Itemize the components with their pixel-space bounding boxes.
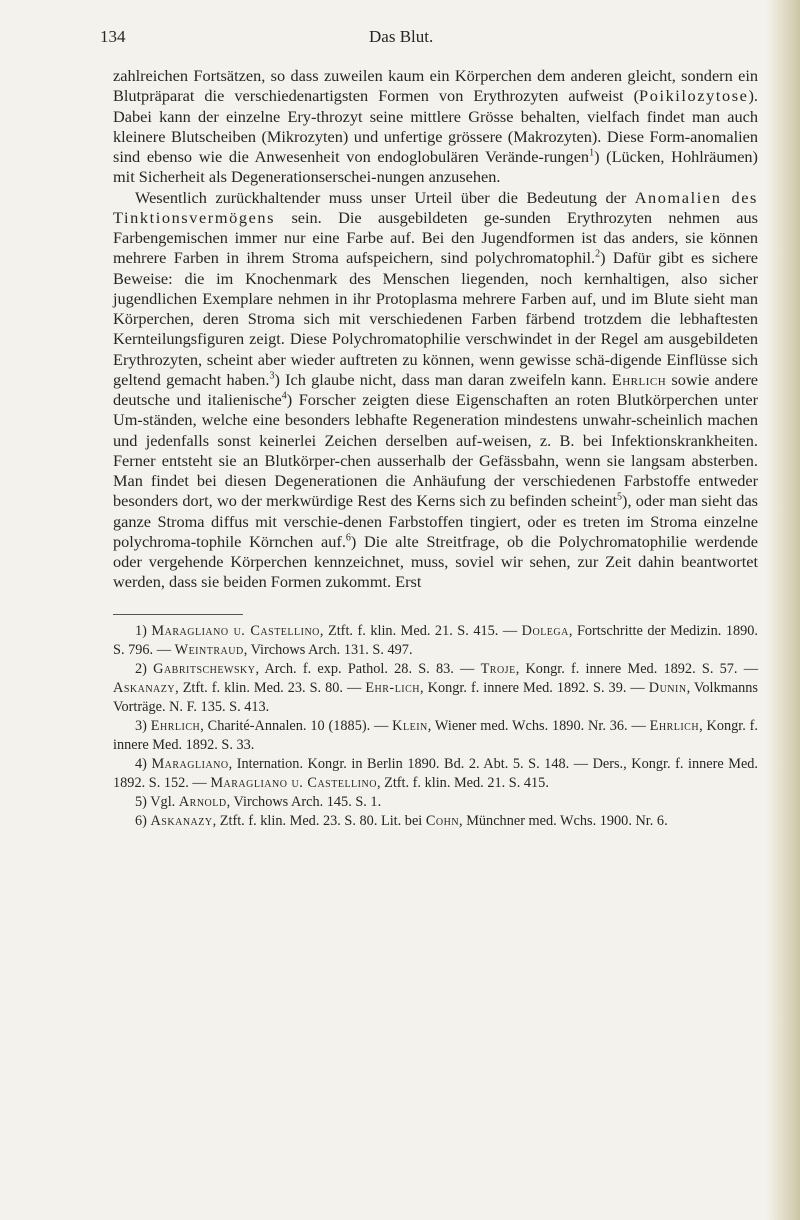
author-name: Arnold — [178, 794, 227, 810]
citation-text: , Fortschritte der Medizin. 1890. S. 796. — — [113, 623, 759, 658]
text-run: ) Die alte Streitfrage, ob die Polychromatophilie werdende oder vergehende Körperchen kennzeichnet, muss, soviel wir sehen, zur Zeit dahin beantwortet werden, dass sie beiden Formen zukommt. Erst — [113, 531, 759, 592]
text-run: ) Dafür gibt es sichere Beweise: die im Knochenmark des Menschen liegenden, noch kernhaltigen, also sicher jugendlichen Exemplare nehmen in ihr Protoplasma mehrere Farben auf, und im Blute sieht man Körperchen, deren Stroma sich mit verschiedenen Farben färbend trotzdem die lebhaftesten Kernteilungsfiguren zeigt. Diese Polychromatophilie verschwindet in der Regel am ausgebildeten Erythrozyten, scheint aber wieder auftreten zu können, wenn gewisse schä-digende Einflüsse sich geltend gemacht haben. — [113, 248, 758, 389]
footnote-1 — [113, 622, 758, 660]
footnote-2 — [113, 660, 758, 717]
author-name: Cohn — [425, 813, 460, 829]
text-run: sowie andere deutsche und italienische — [113, 369, 758, 409]
text-run: ) Ich glaube nicht, dass man daran zweifeln kann. — [274, 369, 612, 389]
citation-text: , Münchner med. Wchs. 1900. Nr. 6. — [459, 813, 668, 829]
citation-text: , Internation. Kongr. in Berlin 1890. Bd. 2. Abt. 5. S. 148. — Ders., Kongr. f. innere Med. 1892. S. 152. — — [113, 756, 759, 791]
page-header — [100, 27, 754, 51]
author-name: Dunin — [648, 680, 687, 696]
citation-text: , Kongr. f. innere Med. 1892. S. 39. — — [420, 680, 649, 696]
author-name: Ehrlich — [649, 718, 700, 734]
page-number: 134 — [100, 27, 126, 46]
author-name: Troje — [480, 661, 516, 677]
author-name: Dolega — [521, 623, 569, 639]
footnote-number: 3) — [135, 718, 151, 734]
footnote-ref: 4 — [281, 390, 287, 402]
citation-text: , Volkmanns Vorträge. N. F. 135. S. 413. — [113, 680, 758, 715]
author-name: Maragliano u. Castellino — [210, 775, 377, 791]
footnote-ref: 3 — [269, 370, 275, 382]
citation-text: , Ztft. f. klin. Med. 23. S. 80. — — [175, 680, 366, 696]
footnote-number: 1) — [135, 623, 152, 639]
author-name: Maragliano u. Castellino — [151, 623, 320, 639]
footnote-number: 5) Vgl. — [135, 794, 179, 810]
footnote-3 — [113, 717, 758, 755]
footnote-4 — [113, 755, 758, 793]
text-run: Wesentlich zurückhaltender muss unser Urteil über die Bedeutung der — [135, 187, 635, 207]
text-run: sein. Die ausgebildeten ge-sunden Erythrozyten nehmen aus Farbengemischen immer nur eine Farbe auf. Bei den Jugendformen ist das anders, sie können mehrere Farben in ihrem Stroma aufspeichern, sind polychromatophil. — [113, 207, 758, 268]
author-name: Ehr-lich — [365, 680, 421, 696]
author-name: Askanazy — [113, 680, 176, 696]
paragraph-2 — [113, 188, 758, 593]
citation-text: , Ztft. f. klin. Med. 21. S. 415. — — [319, 623, 522, 639]
footnote-separator — [113, 614, 243, 615]
author-name: Klein — [392, 718, 428, 734]
paragraph-1 — [113, 66, 758, 188]
emphasized-term: Anomalien des Tinktionsvermögens — [113, 187, 758, 227]
text-run: zahlreichen Fortsätzen, so dass zuweilen kaum ein Körperchen dem anderen gleicht, sondern ein Blutpräparat die verschiedenartigsten Formen von Erythrozyten aufweist ( — [113, 66, 758, 106]
text-run: ), oder man sieht das ganze Stroma diffus mit verschie-denen Farbstoffen tingiert, oder es treten im Stroma einzelne polychroma-tophile Körnchen auf. — [113, 491, 759, 551]
page-edge-shading — [766, 0, 800, 1220]
citation-text: , Charité-Annalen. 10 (1885). — — [200, 718, 393, 734]
author-name: Gabritschewsky — [153, 661, 256, 677]
footnote-number: 2) — [135, 661, 154, 677]
footnote-number: 4) — [135, 756, 152, 772]
author-name: Ehrlich — [611, 369, 667, 389]
footnote-ref: 6 — [345, 532, 351, 544]
footnote-ref: 2 — [595, 248, 601, 260]
main-text — [113, 66, 758, 593]
citation-text: , Kongr. f. innere Med. 1892. S. 57. — — [515, 661, 758, 677]
text-run: ) (Lücken, Hohlräumen) mit Sicherheit als Degenerationserschei-nungen anzusehen. — [113, 147, 758, 187]
author-name: Ehrlich — [150, 718, 201, 734]
emphasized-term: Poikilozytose — [639, 86, 749, 106]
citation-text: , Wiener med. Wchs. 1890. Nr. 36. — — [427, 718, 650, 734]
author-name: Askanazy — [150, 813, 213, 829]
text-run: ) Forscher zeigten diese Eigenschaften an roten Blutkörperchen unter Um-ständen, welche eine besonders lebhafte Regeneration mindestens unwahr-scheinlich machen und jedenfalls sonst keinerlei Zeichen derselben auf-weisen, z. B. bei Infektionskrankheiten. Ferner entsteht sie an Blutkörper-chen ausserhalb der Gefässbahn, wenn sie langsam absterben. Man findet bei diesen Degenerationen die Anhäufung der verschiedenen Farbstoffe entweder besonders dort, wo der merkwürdige Rest des Kerns sich zu befinden scheint — [113, 390, 758, 511]
citation-text: , Ztft. f. klin. Med. 23. S. 80. Lit. bei — [212, 813, 426, 829]
citation-text: , Kongr. f. innere Med. 1892. S. 33. — [113, 718, 758, 753]
running-title: Das Blut. — [369, 27, 434, 46]
citation-text: , Virchows Arch. 131. S. 497. — [243, 642, 413, 658]
author-name: Weintraud — [174, 642, 244, 658]
text-run: ). Dabei kann der einzelne Ery-throzyt seine mittlere Grösse behalten, vielfach findet man auch kleinere Blutscheiben (Mikrozyten) und unfertige grössere (Makrozyten). Diese Form-anomalien sind ebenso wie die Anwesenheit von endoglobulären Verände-rungen — [113, 86, 758, 166]
footnote-number: 6) — [135, 813, 151, 829]
footnote-6 — [113, 812, 758, 831]
footnote-ref: 1 — [589, 147, 595, 159]
citation-text: , Arch. f. exp. Pathol. 28. S. 83. — — [255, 661, 481, 677]
footnote-5 — [113, 793, 758, 812]
author-name: Maragliano — [151, 756, 229, 772]
citation-text: , Ztft. f. klin. Med. 21. S. 415. — [376, 775, 549, 791]
footnotes — [113, 622, 758, 831]
footnote-ref: 5 — [617, 491, 623, 503]
citation-text: , Virchows Arch. 145. S. 1. — [226, 794, 382, 810]
